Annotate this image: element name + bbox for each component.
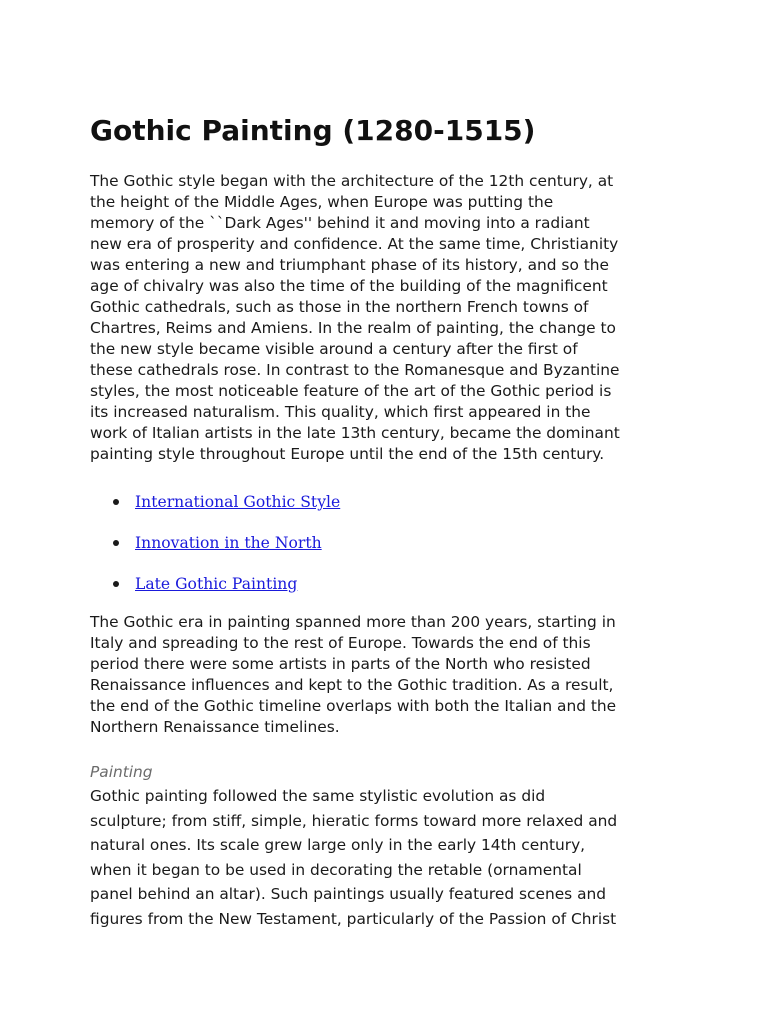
- painting-line: when it began to be used in decorating the retable (ornamental: [90, 860, 582, 879]
- painting-line: figures from the New Testament, particularly of the Passion of Christ: [90, 909, 617, 928]
- link-international-gothic-style[interactable]: International Gothic Style: [135, 493, 341, 511]
- list-item: [90, 482, 690, 523]
- era-line: The Gothic era in painting spanned more than 200 years, starting in: [90, 613, 616, 631]
- intro-line: styles, the most noticeable feature of the art of the Gothic period is: [90, 382, 612, 400]
- era-line: the end of the Gothic timeline overlaps with both the Italian and the: [90, 697, 617, 715]
- bullet-icon: [113, 499, 119, 505]
- era-paragraph: [90, 612, 690, 738]
- painting-line: Gothic painting followed the same stylistic evolution as did: [90, 787, 546, 805]
- intro-line: new era of prosperity and confidence. At the same time, Christianity: [90, 235, 619, 253]
- intro-line: these cathedrals rose. In contrast to the Romanesque and Byzantine: [90, 361, 620, 379]
- painting-line: sculpture; from stiff, simple, hieratic forms toward more relaxed and: [90, 811, 618, 830]
- intro-line: Gothic cathedrals, such as those in the northern French towns of: [90, 298, 589, 316]
- era-line: Renaissance influences and kept to the Gothic tradition. As a result,: [90, 676, 614, 694]
- intro-line: the new style became visible around a century after the first of: [90, 340, 578, 358]
- link-late-gothic-painting[interactable]: Late Gothic Painting: [135, 575, 298, 593]
- section-heading-painting: Painting: [90, 763, 153, 781]
- bullet-icon: [113, 581, 119, 587]
- link-innovation-in-the-north[interactable]: Innovation in the North: [135, 534, 322, 552]
- intro-line: age of chivalry was also the time of the building of the magnificent: [90, 277, 608, 295]
- painting-line: natural ones. Its scale grew large only in the early 14th century,: [90, 836, 586, 854]
- intro-line: painting style throughout Europe until the end of the 15th century.: [90, 445, 605, 463]
- intro-paragraph: [90, 171, 690, 465]
- intro-line: work of Italian artists in the late 13th century, became the dominant: [90, 424, 620, 442]
- intro-line: The Gothic style began with the architecture of the 12th century, at: [90, 172, 614, 190]
- document-page: [90, 0, 690, 931]
- list-item: [90, 523, 690, 564]
- bullet-icon: [113, 540, 119, 546]
- intro-line: its increased naturalism. This quality, which first appeared in the: [90, 403, 591, 421]
- list-item: [90, 564, 690, 605]
- topic-link-list: [90, 482, 690, 605]
- intro-line: Chartres, Reims and Amiens. In the realm of painting, the change to: [90, 319, 616, 337]
- intro-line: the height of the Middle Ages, when Europe was putting the: [90, 193, 554, 211]
- painting-line: panel behind an altar). Such paintings usually featured scenes and: [90, 885, 607, 903]
- intro-line: was entering a new and triumphant phase of its history, and so the: [90, 256, 610, 274]
- intro-line: memory of the ``Dark Ages'' behind it and moving into a radiant: [90, 214, 590, 232]
- era-line: period there were some artists in parts of the North who resisted: [90, 655, 591, 673]
- page-title: Gothic Painting (1280-1515): [90, 114, 536, 147]
- painting-paragraph: [90, 784, 690, 931]
- era-line: Italy and spreading to the rest of Europe. Towards the end of this: [90, 634, 591, 652]
- era-line: Northern Renaissance timelines.: [90, 718, 340, 736]
